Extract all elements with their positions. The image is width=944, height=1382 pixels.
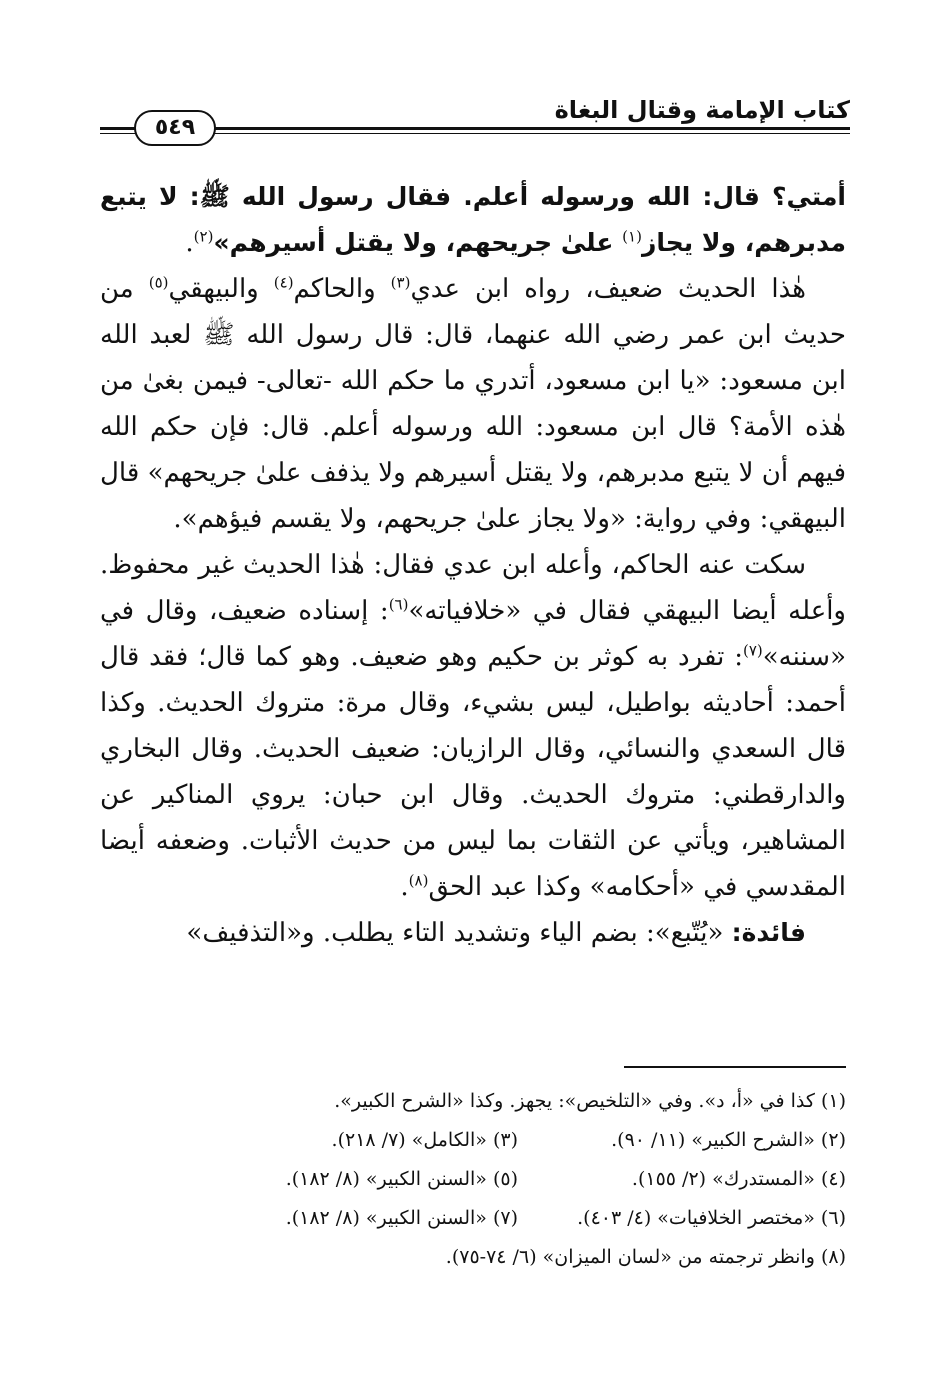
footnote-3: (٣) «الكامل» (٧/ ٢١٨).	[331, 1129, 518, 1151]
paragraph-3: سكت عنه الحاكم، وأعله ابن عدي فقال: هٰذا الحديث غير محفوظ. وأعله أيضا البيهقي فقال في «خلافياته»$^{(٦)}$: إسناده ضعيف، وقال في «سننه»$^{(٧)}$: تفرد به كوثر بن حكيم وهو ضعيف. وهو كما قال؛ فقد قال أحمد: أحاديثه بواطيل، ليس بشيء، وقال مرة: متروك الحديث. وكذا قال السعدي والنسائي، وقال الرازيان: ضعيف الحديث. وقال البخاري والدارقطني: متروك الحديث. وقال ابن حبان: يروي المناكير عن المشاهير، ويأتي عن الثقات بما ليس من حديث الأثبات. وضعفه أيضا المقدسي في «أحكامه» وكذا عبد الحق$^{(٨)}$.	[100, 550, 846, 902]
footnote-ref-7: (٧)	[742, 641, 763, 660]
footnotes	[190, 1082, 846, 1277]
main-text	[100, 174, 846, 956]
page-number: ٥٤٩	[134, 110, 216, 146]
paragraph-2: هٰذا الحديث ضعيف، رواه ابن عدي$^{(٣)}$ والحاكم$^{(٤)}$ والبيهقي$^{(٥)}$ من حديث ابن عمر رضي الله عنهما، قال: قال رسول الله ﷺ لعبد الله ابن مسعود: «يا ابن مسعود، أتدري ما حكم الله -تعالى- فيمن بغىٰ من هٰذه الأمة؟ قال ابن مسعود: الله ورسوله أعلم. قال: فإن حكم الله فيهم أن لا يتبع مدبرهم، ولا يقتل أسيرهم ولا يذفف علىٰ جريحهم» قال البيهقي: وفي رواية: «ولا يجاز علىٰ جريحهم، ولا يقسم فيؤهم».	[100, 273, 846, 534]
footnote-row	[190, 1199, 846, 1238]
chapter-title: كتاب الإمامة وقتال البغاة	[554, 96, 850, 124]
footnote-5: (٥) «السنن الكبير» (٨/ ١٨٢).	[285, 1168, 518, 1190]
footnote-row	[190, 1121, 846, 1160]
footnote-ref-3: (٣)	[390, 273, 411, 292]
footnote-divider	[624, 1066, 846, 1068]
paragraph-4: فائدة: «يُتّبع»: بضم الياء وتشديد التاء يطلب. و«التذفيف»	[186, 918, 806, 948]
footnote-ref-2: (٢)	[193, 227, 214, 246]
footnote-ref-1: (١)	[622, 227, 642, 246]
footnote-ref-8: (٨)	[408, 871, 429, 890]
footnote-ref-5: (٥)	[148, 273, 169, 292]
footnote-1: (١) كذا في «أ، د». وفي «التلخيص»: يجهز. وكذا «الشرح الكبير».	[334, 1090, 846, 1112]
paragraph-1: أمتي؟ قال: الله ورسوله أعلم. فقال رسول الله ﷺ: لا يتبع مدبرهم، ولا يجاز$^{(١)}$ علىٰ جريحهم، ولا يقتل أسيرهم»$^{(٢)}$.	[100, 182, 846, 258]
footnote-row	[190, 1160, 846, 1199]
running-header	[100, 96, 850, 146]
footnote-6: (٦) «مختصر الخلافيات» (٤/ ٤٠٣).	[577, 1207, 846, 1229]
footnote-ref-4: (٤)	[273, 273, 294, 292]
footnote-2: (٢) «الشرح الكبير» (١١/ ٩٠).	[611, 1129, 846, 1151]
footnote-8: (٨) وانظر ترجمته من «لسان الميزان» (٦/ ٧٤-٧٥).	[445, 1246, 846, 1268]
footnote-4: (٤) «المستدرك» (٢/ ١٥٥).	[631, 1168, 846, 1190]
footnote-7: (٧) «السنن الكبير» (٨/ ١٨٢).	[285, 1207, 518, 1229]
footnote-ref-6: (٦)	[388, 595, 409, 614]
note-label: فائدة:	[731, 918, 806, 947]
